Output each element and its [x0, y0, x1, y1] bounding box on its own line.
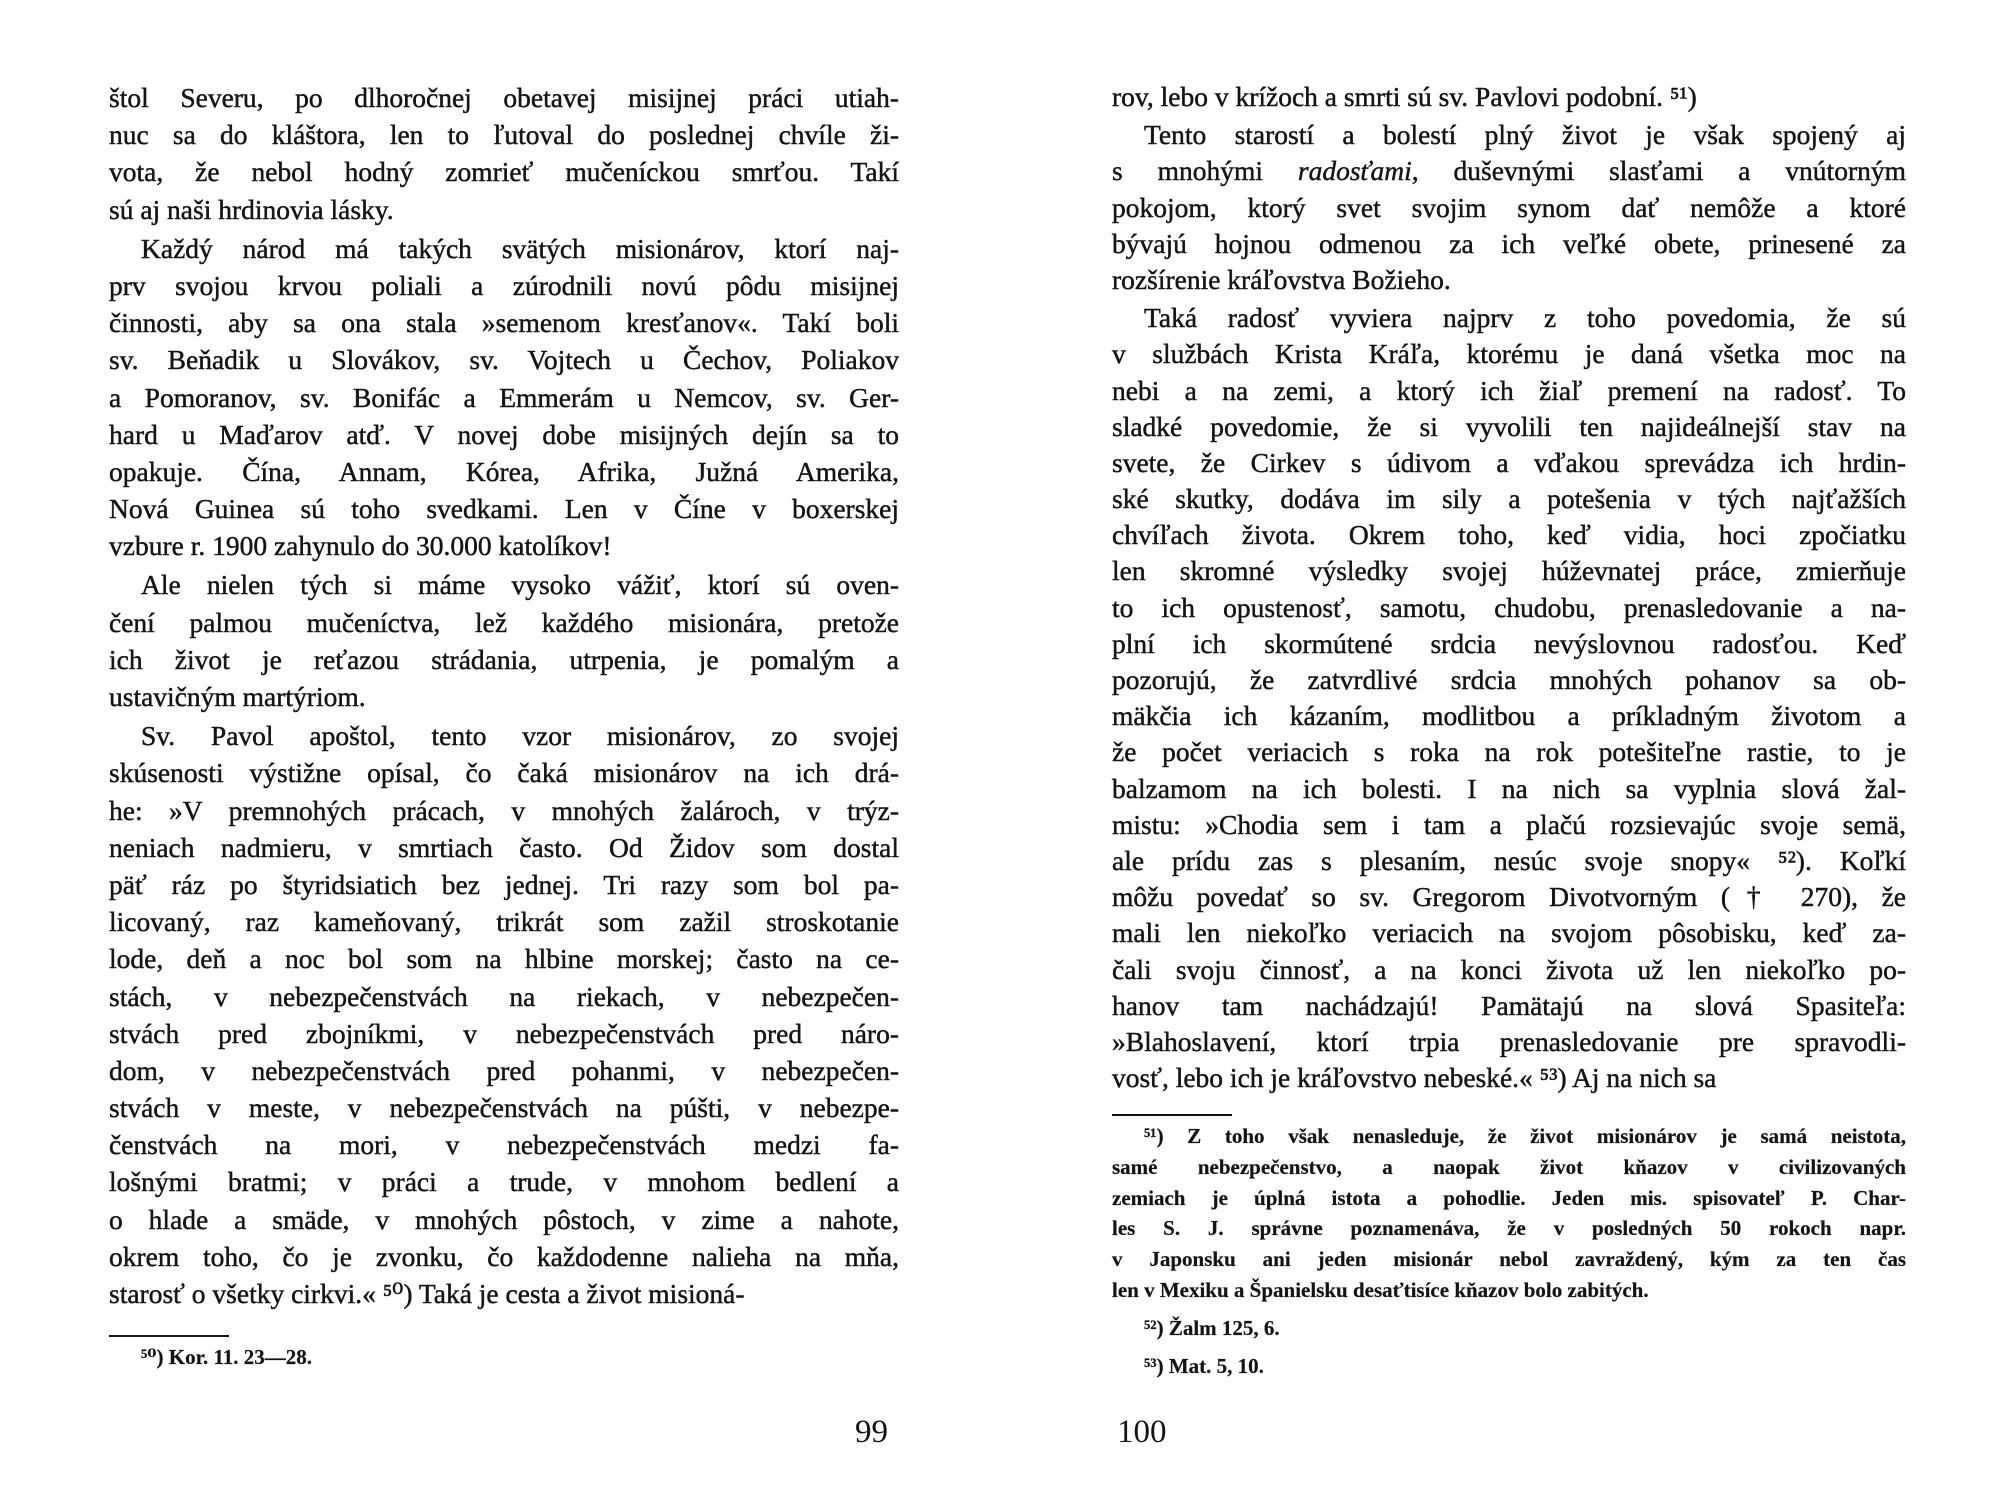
emphasized-text: radosťami, [1297, 155, 1419, 187]
text-line: nuc sa do kláštora, len to ľutoval do poslednej chvíle ži- [109, 119, 899, 151]
text-line: rozšírenie kráľovstva Božieho. [1112, 263, 1451, 295]
text-line: len skromné výsledky svojej húževnatej práce, zmierňuje [1112, 555, 1906, 587]
text-line: licovaný, raz kameňovaný, trikrát som zažil stroskotanie [109, 906, 899, 938]
text-line: ustavičným martýriom. [109, 681, 366, 712]
paragraph [1112, 1313, 1906, 1344]
text-line: opakuje. Čína, Annam, Kórea, Afrika, Južná Amerika, [109, 455, 899, 487]
text-line: Každý národ má takých svätých misionárov, ktorí naj- [141, 232, 899, 264]
text-line: »Blahoslavení, ktorí trpia prenasledovanie pre spravodli- [1112, 1025, 1906, 1057]
text-line: dom, v nebezpečenstvách pred pohanmi, v nebezpečen- [109, 1054, 899, 1086]
text-line: pokojom, ktorý svet svojim synom dať nemôže a ktoré [1112, 191, 1906, 223]
text-line: to ich opustenosť, samotu, chudobu, prenasledovanie a na- [1112, 591, 1906, 623]
text-line: chvíľach života. Okrem toho, keď vidia, hoci zpočiatku [1112, 519, 1906, 551]
text-line: Tento starostí a bolestí plný život je však spojený aj [1144, 119, 1906, 151]
text-line: ské skutky, dodáva im sily a potešenia v tých najťažších [1112, 483, 1906, 515]
paragraph [1112, 1121, 1906, 1306]
text-line: čali svoju činnosť, a na konci života už len niekoľko po- [1112, 953, 1906, 985]
paragraph [1112, 300, 1906, 1096]
text-line: môžu povedať so sv. Gregorom Divotvorným († 270), že [1112, 881, 1906, 913]
text-line: päť ráz po štyridsiatich bez jednej. Tri razy som bol pa- [109, 868, 899, 900]
text-line: Ale nielen tých si máme vysoko vážiť, ktorí sú oven- [141, 569, 899, 601]
text-segment: s mnohými [1112, 155, 1298, 187]
text-line: stvách v meste, v nebezpečenstvách na púšti, v nebezpe- [109, 1092, 899, 1124]
text-line [1112, 153, 1906, 189]
text-line: čení palmou mučeníctva, lež každého misionára, pretože [109, 606, 899, 638]
text-line: vosť, lebo ich je kráľovstvo nebeské.« ⁵³) Aj na nich sa [1112, 1062, 1717, 1094]
text-line: samé nebezpečenstvo, a naopak život kňazov v civilizovaných [1112, 1154, 1906, 1179]
text-line: v Japonsku ani jeden misionár nebol zavraždený, kým za ten čas [1112, 1247, 1906, 1272]
page-number: 100 [1117, 1414, 1167, 1450]
text-line: plní ich skormútené srdcia nevýslovnou radosťou. Keď [1112, 627, 1906, 659]
paragraph [109, 1342, 899, 1373]
text-line: ⁵³) Mat. 5, 10. [1144, 1353, 1264, 1378]
text-line: prv svojou krvou poliali a zúrodnili novú pôdu misijnej [109, 269, 899, 301]
text-line: hanov tam nachádzajú! Pamätajú na slová Spasiteľa: [1112, 989, 1906, 1021]
paragraph [109, 79, 899, 228]
text-line: vota, že nebol hodný zomrieť mučeníckou smrťou. Takí [109, 156, 899, 188]
text-line: čenstvách na mori, v nebezpečenstvách medzi fa- [109, 1129, 899, 1161]
text-line: zemiach je úplná istota a pohodlie. Jeden mis. spisovateľ P. Char- [1112, 1185, 1906, 1210]
text-segment: duševnými slasťami a vnútorným [1418, 155, 1906, 187]
text-line: starosť o všetky cirkvi.« ⁵⁰) Taká je cesta a život misioná- [109, 1278, 745, 1309]
text-line: ⁵⁰) Kor. 11. 23—28. [141, 1345, 313, 1369]
paragraph [109, 230, 899, 565]
text-line: štol Severu, po dlhoročnej obetavej misijnej práci utiah- [109, 82, 899, 113]
paragraph [1112, 117, 1906, 298]
text-line: stách, v nebezpečenstvách na riekach, v nebezpečen- [109, 980, 899, 1012]
text-line: sú aj naši hrdinovia lásky. [109, 193, 394, 225]
text-line: činnosti, aby sa ona stala »semenom kresťanov«. Takí boli [109, 307, 899, 339]
paragraph [109, 566, 899, 715]
right-page-body [1112, 79, 1906, 1098]
text-line: neniach nadmieru, v smrtiach často. Od Židov som dostal [109, 831, 899, 863]
text-line: mali len niekoľko veriacich na svojom pôsobisku, keď za- [1112, 917, 1906, 949]
text-line: hard u Maďarov atď. V novej dobe misijných dejín sa to [109, 418, 899, 450]
text-line: v službách Krista Kráľa, ktorému je daná všetka moc na [1112, 338, 1906, 370]
left-page-body [109, 79, 899, 1314]
text-line: Taká radosť vyviera najprv z toho povedomia, že sú [1144, 302, 1906, 334]
text-line: Sv. Pavol apoštol, tento vzor misionárov, zo svojej [141, 720, 899, 752]
paragraph [1112, 79, 1906, 115]
text-line: skúsenosti výstižne opísal, čo čaká misionárov na ich drá- [109, 757, 899, 789]
text-line: balzamom na ich bolesti. I na nich sa vyplnia slová žal- [1112, 772, 1906, 804]
text-line: lošnými bratmi; v práci a trude, v mnohom bedlení a [109, 1166, 899, 1198]
page-number: 99 [855, 1414, 888, 1450]
text-line: že počet veriacich s roka na rok potešiteľne rastie, to je [1112, 736, 1906, 768]
footnote-divider [1112, 1114, 1232, 1116]
text-line: les S. J. správne poznamenáva, že v posledných 50 rokoch napr. [1112, 1216, 1906, 1241]
text-line: pozorujú, že zatvrdlivé srdcia mnohých pohanov sa ob- [1112, 664, 1906, 695]
paragraph [1112, 1351, 1906, 1382]
text-line: bývajú hojnou odmenou za ich veľké obete, prinesené za [1112, 227, 1906, 259]
footnote-divider [109, 1335, 229, 1337]
text-line: lode, deň a noc bol som na hlbine morskej; často na ce- [109, 943, 899, 975]
text-line: ⁵²) Žalm 125, 6. [1144, 1315, 1280, 1340]
text-line: svete, že Cirkev s údivom a vďakou sprevádza ich hrdin- [1112, 446, 1906, 478]
text-line: sv. Beňadik u Slovákov, sv. Vojtech u Čechov, Poliakov [109, 344, 899, 376]
text-line: he: »V premnohých prácach, v mnohých žalároch, v trýz- [109, 794, 899, 826]
text-line: len v Mexiku a Španielsku desaťtisíce kňazov bolo zabitých. [1112, 1277, 1649, 1302]
paragraph [109, 717, 899, 1312]
text-line: okrem toho, čo je zvonku, čo každodenne nalieha na mňa, [109, 1240, 899, 1272]
text-line: sladké povedomie, že si vyvolili ten najideálnejší stav na [1112, 410, 1906, 442]
text-line: nebi a na zemi, a ktorý ich žiaľ premení na radosť. To [1112, 374, 1906, 406]
text-line: Nová Guinea sú toho svedkami. Len v Číne v boxerskej [109, 493, 899, 525]
text-line: vzbure r. 1900 zahynulo do 30.000 katolíkov! [109, 530, 612, 562]
left-page-footnotes [109, 1342, 899, 1380]
text-line: ich život je reťazou strádania, utrpenia, je pomalým a [109, 643, 899, 675]
text-line: stvách pred zbojníkmi, v nebezpečenstvách pred náro- [109, 1017, 899, 1049]
text-line: ⁵¹) Z toho však nenasleduje, že život misionárov je samá neistota, [1144, 1124, 1906, 1148]
text-line: o hlade a smäde, v mnohých pôstoch, v zime a nahote, [109, 1203, 899, 1235]
text-line: mistu: »Chodia sem i tam a plačú rozsievajúc svoje semä, [1112, 808, 1906, 840]
text-line: rov, lebo v krížoch a smrti sú sv. Pavlovi podobní. ⁵¹) [1112, 81, 1697, 112]
right-page-footnotes [1112, 1121, 1906, 1388]
text-line: a Pomoranov, sv. Bonifác a Emmerám u Nemcov, sv. Ger- [109, 381, 899, 413]
text-line: mäkčia ich kázaním, modlitbou a príkladným životom a [1112, 700, 1906, 732]
text-line: ale prídu zas s plesaním, nesúc svoje snopy« ⁵²). Koľkí [1112, 844, 1906, 876]
